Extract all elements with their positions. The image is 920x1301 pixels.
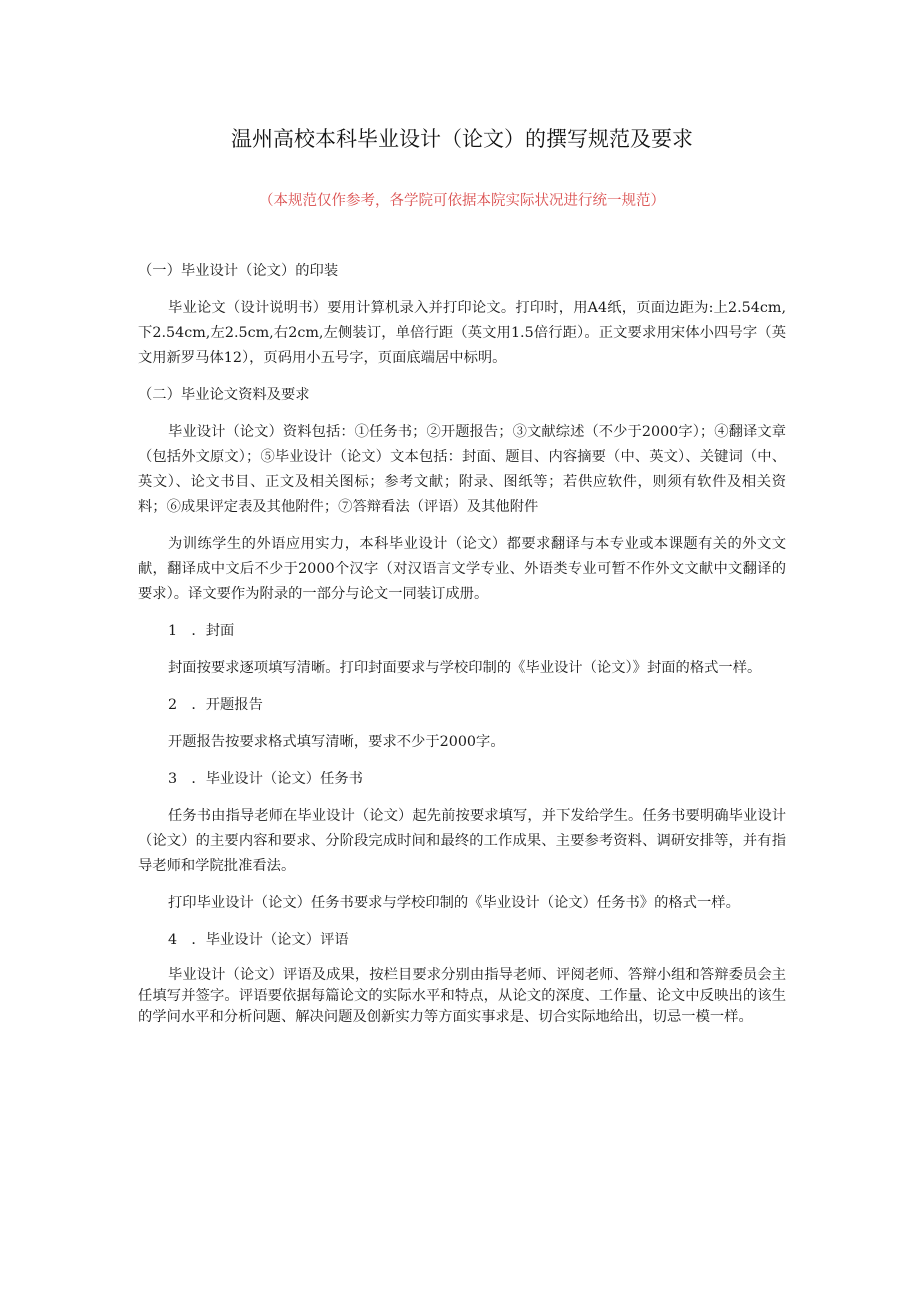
paragraph-printing-rules: 毕业论文（设计说明书）要用计算机录入并打印论文。打印时，用A4纸，页面边距为:上2.54cm,下2.54cm,左2.5cm,右2cm,左侧装订，单倍行距（英文用1.5倍行距）。正文要求用宋体小四号字（英文用新罗马体12），页码用小五号字，页面底端居中标明。 [138, 300, 786, 366]
item-heading-proposal: 2 ．开题报告 [168, 697, 263, 713]
item-heading-task-book: 3 ．毕业设计（论文）任务书 [168, 771, 363, 787]
document-body [138, 259, 786, 1028]
paragraph-materials-list: 毕业设计（论文）资料包括：①任务书；②开题报告；③文献综述（不少于2000字）；④翻译文章（包括外文原文）；⑤毕业设计（论文）文本包括：封面、题目、内容摘要（中、英文）、关键词（中、英文）、论文书目、正文及相关图标；参考文献；附录、图纸等；若供应软件，则须有软件及相关资料；⑥成果评定表及其他附件；⑦答辩看法（评语）及其他附件 [138, 424, 786, 515]
document-title: 温州高校本科毕业设计（论文）的撰写规范及要求 [231, 127, 693, 151]
paragraph-task-book-format: 打印毕业设计（论文）任务书要求与学校印制的《毕业设计（论文）任务书》的格式一样。 [168, 895, 740, 911]
document-subtitle-note: （本规范仅作参考，各学院可依据本院实际状况进行统一规范） [259, 193, 665, 209]
section-heading-printing: （一）毕业设计（论文）的印装 [138, 263, 339, 279]
paragraph-evaluation: 毕业设计（论文）评语及成果，按栏目要求分别由指导老师、评阅老师、答辩小组和答辩委员会主任填写并签字。评语要依据每篇论文的实际水平和特点，从论文的深度、工作量、论文中反映出的该生的学问水平和分析问题、解决问题及创新实力等方面实事求是、切合实际地给出，切忌一模一样。 [138, 967, 786, 1025]
paragraph-task-book: 任务书由指导老师在毕业设计（论文）起先前按要求填写，并下发给学生。任务书要明确毕业设计（论文）的主要内容和要求、分阶段完成时间和最终的工作成果、主要参考资料、调研安排等，并有指导老师和学院批准看法。 [138, 808, 786, 874]
paragraph-proposal: 开题报告按要求格式填写清晰，要求不少于2000字。 [168, 734, 505, 750]
item-heading-evaluation: 4 ．毕业设计（论文）评语 [168, 932, 349, 948]
section-heading-materials: （二）毕业论文资料及要求 [138, 387, 310, 403]
paragraph-cover: 封面按要求逐项填写清晰。打印封面要求与学校印制的《毕业设计（论文）》封面的格式一样。 [168, 660, 762, 676]
item-heading-cover: 1 ．封面 [168, 623, 235, 639]
paragraph-translation-requirement: 为训练学生的外语应用实力，本科毕业设计（论文）都要求翻译与本专业或本课题有关的外文文献，翻译成中文后不少于2000个汉字（对汉语言文学专业、外语类专业可暂不作外文文献中文翻译的要求）。译文要作为附录的一部分与论文一同装订成册。 [138, 536, 786, 602]
